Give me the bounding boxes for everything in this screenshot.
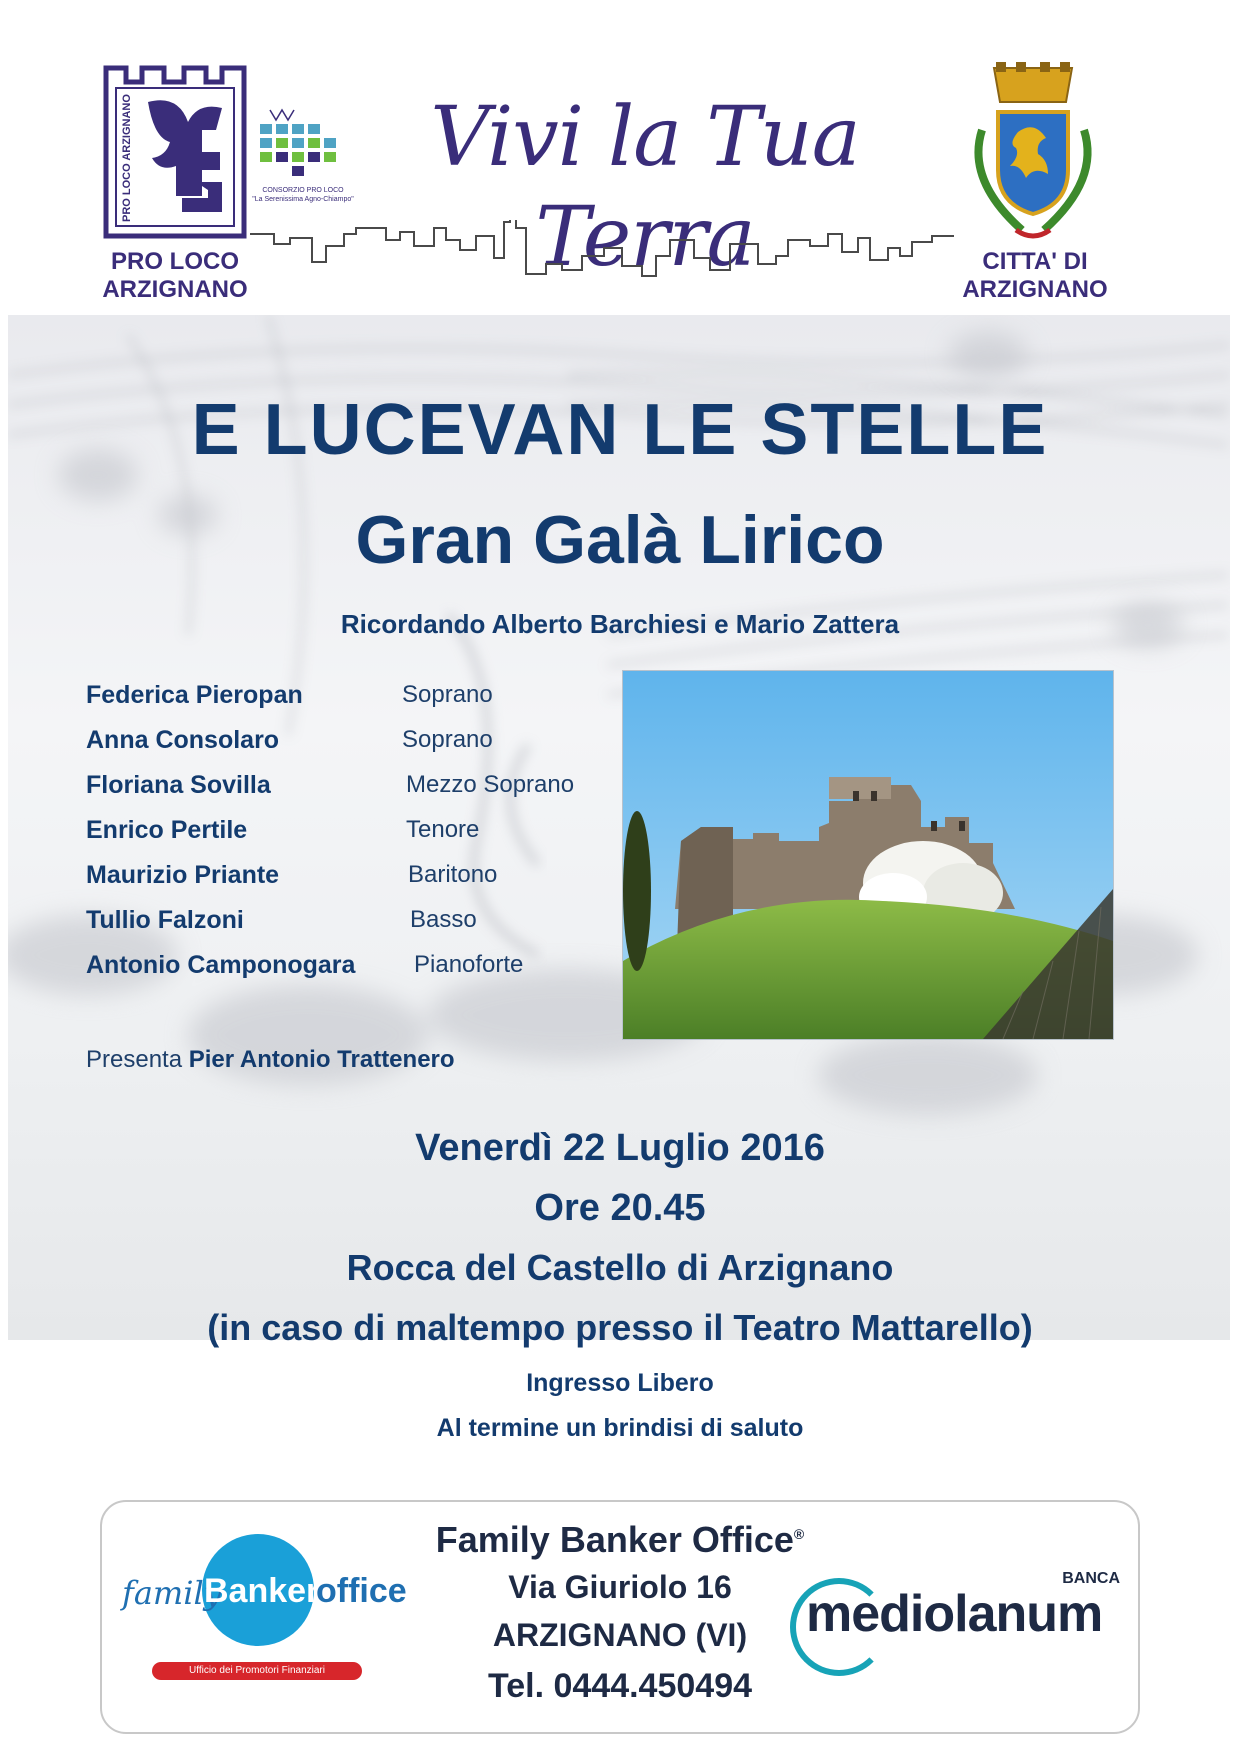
pro-loco-logo [100,62,250,242]
family-banker-office-logo [118,1530,428,1700]
performer-role: Soprano [402,726,493,753]
event-venue: Rocca del Castello di Arzignano [346,1247,894,1288]
event-alternate-venue: (in caso di maltempo presso il Teatro Mattarello) [207,1307,1033,1348]
svg-text:PRO LOCO ARZIGNANO: PRO LOCO ARZIGNANO [121,94,133,222]
sponsor-name [420,1512,820,1562]
performer-name: Tullio Falzoni [86,906,244,934]
consorzio-caption-line1: CONSORZIO PRO LOCO [262,187,344,194]
pro-loco-name-line1: PRO LOCO [110,248,239,275]
event-time: Ore 20.45 [534,1187,706,1229]
performer-name: Enrico Pertile [86,816,248,844]
performer-role: Baritono [408,861,498,888]
presenter-line [86,1045,455,1075]
performer-role: Soprano [402,681,493,708]
fbo-tagline: Ufficio dei Promotori Finanziari [152,1662,362,1680]
event-subtitle: Gran Galà Lirico [355,502,885,578]
sponsor-street: Via Giuriolo 16 [508,1569,732,1605]
event-closing: Al termine un brindisi di saluto [436,1414,804,1442]
fbo-logo-banker: Banker [204,1572,320,1610]
castle-photo [622,670,1114,1040]
performer-name: Anna Consolaro [86,726,280,754]
performer-role: Basso [410,906,477,933]
pro-loco-name-line2: ARZIGNANO [102,276,248,303]
skyline-outline [250,220,960,280]
performer-name: Maurizio Priante [86,861,280,889]
performer-role: Pianoforte [414,951,524,978]
sponsor-name-text: Family Banker Office [435,1519,794,1560]
event-date: Venerdì 22 Luglio 2016 [415,1127,825,1169]
presenter-label: Presenta [86,1046,183,1073]
performer-name: Federica Pieropan [86,681,303,709]
performer-name: Antonio Camponogara [86,951,356,979]
performer-role: Mezzo Soprano [406,771,575,798]
registered-mark: ® [793,1526,805,1542]
mediolanum-wordmark: mediolanum [806,1585,1103,1643]
coat-of-arms [958,60,1108,250]
banca-mediolanum-logo [790,1570,1130,1670]
performer-name: Floriana Sovilla [86,771,271,799]
pro-loco-name [80,248,270,304]
sponsor-phone: Tel. 0444.450494 [487,1667,753,1705]
performer-role: Tenore [406,816,480,843]
citta-name [940,248,1130,304]
sponsor-city: ARZIGNANO (VI) [492,1617,748,1653]
event-title: E LUCEVAN LE STELLE [191,390,1049,470]
presenter-name: Pier Antonio Trattenero [188,1046,455,1073]
slogan: Vivi la Tua Terra [430,90,860,285]
citta-name-line2: ARZIGNANO [962,276,1108,303]
event-dedication: Ricordando Alberto Barchiesi e Mario Zattera [340,609,900,639]
consorzio-caption-line2: "La Serenissima Agno-Chiampo" [252,196,354,203]
mediolanum-banca-label: BANCA [1062,1570,1120,1587]
citta-name-line1: CITTA' DI [982,248,1088,275]
fbo-logo-office: office [316,1572,407,1610]
event-entry: Ingresso Libero [526,1369,714,1397]
fbo-logo-family: family [122,1574,222,1612]
